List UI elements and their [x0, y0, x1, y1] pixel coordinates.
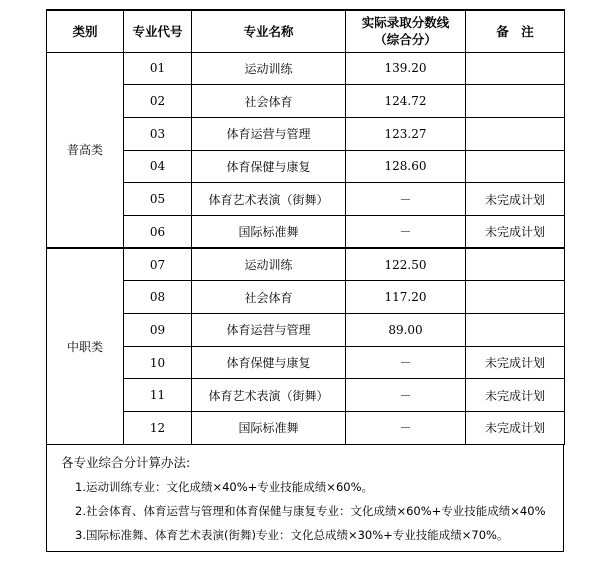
remark-cell: 未完成计划: [466, 346, 565, 379]
category-cell: 普高类: [47, 52, 124, 248]
score-cell: 123.27: [346, 117, 466, 150]
name-cell: 运动训练: [192, 52, 346, 85]
notes-title: 各专业综合分计算办法:: [61, 454, 191, 470]
score-cell: 89.00: [346, 314, 466, 347]
table-row: [47, 215, 565, 248]
table-row: [47, 379, 565, 412]
remark-cell: [466, 150, 565, 183]
header-score-line1: 实际录取分数线: [361, 15, 450, 31]
header-remark: 备 注: [466, 10, 565, 52]
score-cell: －: [346, 183, 466, 216]
table-row: [47, 150, 565, 183]
name-cell: 体育艺术表演（街舞）: [192, 379, 346, 412]
remark-cell: 未完成计划: [466, 412, 565, 445]
notes-item: 2.社会体育、体育运营与管理和体育保健与康复专业：文化成绩×60%+专业技能成绩×40%: [75, 503, 546, 518]
code-cell: 10: [124, 346, 192, 379]
remark-cell: [466, 314, 565, 347]
scoring-notes: [46, 445, 564, 552]
admission-score-table: [46, 9, 565, 445]
score-cell: 124.72: [346, 85, 466, 118]
category-cell: 中职类: [47, 248, 124, 444]
remark-cell: [466, 117, 565, 150]
score-cell: 139.20: [346, 52, 466, 85]
code-cell: 09: [124, 314, 192, 347]
score-cell: 122.50: [346, 248, 466, 281]
name-cell: 体育运营与管理: [192, 117, 346, 150]
header-score-line2: （综合分）: [374, 32, 437, 48]
code-cell: 01: [124, 52, 192, 85]
table-row: [47, 52, 565, 85]
remark-cell: 未完成计划: [466, 215, 565, 248]
code-cell: 12: [124, 412, 192, 445]
name-cell: 社会体育: [192, 85, 346, 118]
code-cell: 05: [124, 183, 192, 216]
score-cell: －: [346, 412, 466, 445]
remark-cell: [466, 281, 565, 314]
name-cell: 体育保健与康复: [192, 150, 346, 183]
header-score: [346, 10, 466, 52]
header-name: 专业名称: [192, 10, 346, 52]
score-cell: －: [346, 379, 466, 412]
score-cell: 117.20: [346, 281, 466, 314]
name-cell: 体育保健与康复: [192, 346, 346, 379]
code-cell: 04: [124, 150, 192, 183]
name-cell: 运动训练: [192, 248, 346, 281]
code-cell: 02: [124, 85, 192, 118]
table-row: [47, 314, 565, 347]
remark-cell: [466, 85, 565, 118]
admission-score-document: [46, 9, 564, 552]
table-row: [47, 117, 565, 150]
code-cell: 03: [124, 117, 192, 150]
name-cell: 国际标准舞: [192, 215, 346, 248]
table-row: [47, 248, 565, 281]
header-category: 类别: [47, 10, 124, 52]
table-header-row: [47, 10, 565, 52]
name-cell: 国际标准舞: [192, 412, 346, 445]
code-cell: 07: [124, 248, 192, 281]
name-cell: 社会体育: [192, 281, 346, 314]
notes-item: 1.运动训练专业：文化成绩×40%+专业技能成绩×60%。: [75, 479, 373, 494]
table-row: [47, 346, 565, 379]
notes-item: 3.国际标准舞、体育艺术表演(街舞)专业：文化总成绩×30%+专业技能成绩×70%。: [75, 527, 509, 542]
table-row: [47, 85, 565, 118]
name-cell: 体育艺术表演（街舞）: [192, 183, 346, 216]
code-cell: 11: [124, 379, 192, 412]
table-row: [47, 412, 565, 445]
remark-cell: [466, 248, 565, 281]
remark-cell: 未完成计划: [466, 379, 565, 412]
name-cell: 体育运营与管理: [192, 314, 346, 347]
remark-cell: 未完成计划: [466, 183, 565, 216]
header-code: 专业代号: [124, 10, 192, 52]
score-cell: －: [346, 215, 466, 248]
table-row: [47, 281, 565, 314]
table-row: [47, 183, 565, 216]
score-cell: 128.60: [346, 150, 466, 183]
score-cell: －: [346, 346, 466, 379]
code-cell: 06: [124, 215, 192, 248]
code-cell: 08: [124, 281, 192, 314]
remark-cell: [466, 52, 565, 85]
